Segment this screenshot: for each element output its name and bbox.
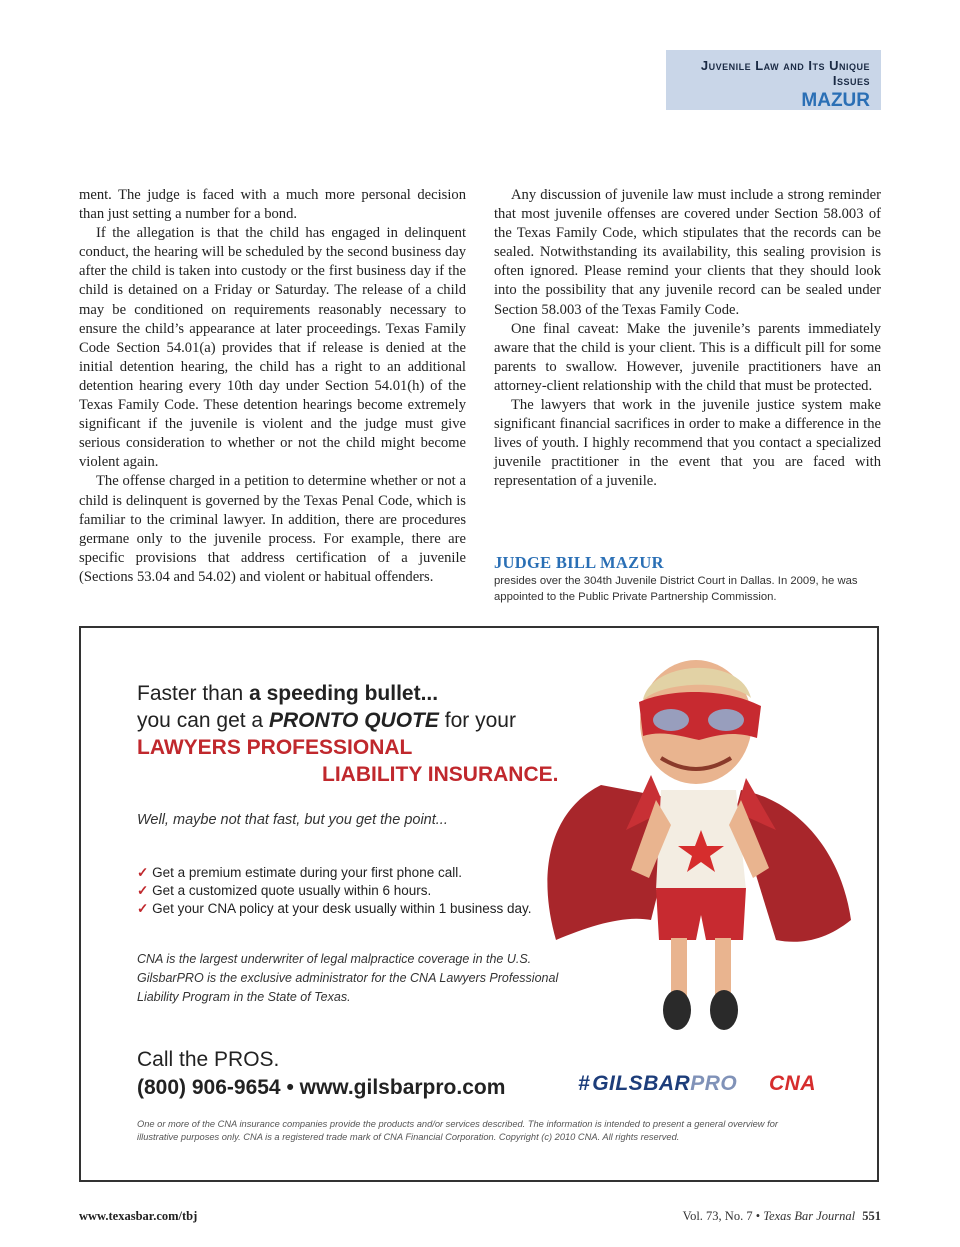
ad-headline-text: for your bbox=[438, 709, 516, 732]
insurance-advertisement bbox=[79, 626, 879, 1182]
checklist-item: ✓ Get your CNA policy at your desk usually within 1 business day. bbox=[137, 901, 532, 916]
ad-call-text: Call the PROS. bbox=[137, 1048, 280, 1071]
paragraph: The offense charged in a petition to determine whether or not a child is delinquent is governed by the Texas Penal Code, which is familiar to the criminal lawyer. In addition, there are procedures germane only to the juvenile process. For example, there are specific provisions that address certification of a juvenile (Sections 53.04 and 54.02) and violent or habitual offenders. bbox=[79, 473, 466, 585]
article-right-column bbox=[494, 186, 881, 492]
bio-name: JUDGE BILL MAZUR bbox=[494, 553, 664, 572]
footer-volume: Vol. 73, No. 7 bbox=[682, 1209, 753, 1223]
check-icon: ✓ bbox=[137, 901, 149, 916]
checklist-item: ✓ Get a customized quote usually within 6 hours. bbox=[137, 883, 432, 898]
ad-phone-url: (800) 906-9654 • www.gilsbarpro.com bbox=[137, 1076, 506, 1099]
paragraph: If the allegation is that the child has engaged in delinquent conduct, the hearing will be scheduled by the second business day after the child is taken into custody or the first business day if the child is detained on a Friday or Saturday. The release of a child may be conditioned on requirements reasonably necessary to ensure the child’s appearance at later proceedings. Texas Family Code Section 54.01(a) provides that if release is denied at the initial detention hearing, the child has a right to an additional detention hearing every 10th day under Section 54.01(h) of the Texas Family Code. These detention hearings become extremely significant if the juvenile is violent and the judge must give serious consideration to whether or not the child might become violent again. bbox=[79, 225, 466, 471]
article-left-column bbox=[79, 186, 466, 587]
ad-pronto-quote: PRONTO QUOTE bbox=[268, 709, 439, 732]
ad-fine-print: One or more of the CNA insurance companies provide the products and/or services described. The information is intended to present a general overview for illustrative purposes only. CNA is a registered trade mark of CNA Financial Corporation. Copyright (c) 2010 CNA. All rights reserved. bbox=[137, 1119, 778, 1142]
series-title: Juvenile Law and Its Unique Issues bbox=[700, 58, 870, 88]
check-icon: ✓ bbox=[137, 883, 149, 898]
superhero-kid-image bbox=[531, 640, 871, 1050]
ad-call-to-action bbox=[137, 1046, 505, 1102]
cna-logo: CNA bbox=[769, 1072, 816, 1095]
author-bio bbox=[494, 553, 882, 605]
ad-headline-text: you can get a bbox=[137, 709, 269, 732]
ad-headline-bold: a speeding bullet... bbox=[249, 682, 439, 705]
ad-headline-red: LIABILITY INSURANCE. bbox=[322, 763, 559, 786]
ad-checklist bbox=[137, 864, 532, 918]
bullet-separator: • bbox=[755, 1209, 761, 1223]
ad-description: CNA is the largest underwriter of legal malpractice coverage in the U.S. GilsbarPRO is the exclusive administrator for the CNA Lawyers Professional Liability Program in the State of Texas. bbox=[137, 952, 559, 1004]
footer-url: www.texasbar.com/tbj bbox=[79, 1209, 198, 1223]
series-header bbox=[666, 50, 881, 110]
footer-page-info bbox=[683, 1209, 881, 1224]
checklist-item: ✓ Get a premium estimate during your first phone call. bbox=[137, 865, 462, 880]
paragraph: One final caveat: Make the juvenile’s parents immediately aware that the child is your client. This is a difficult pill for some parents to swallow. However, juvenile practitioners have an attorney-client relationship with the child that must be protected. bbox=[494, 320, 881, 394]
ad-headline bbox=[137, 680, 558, 788]
page-number: 551 bbox=[862, 1209, 881, 1223]
paragraph: The lawyers that work in the juvenile justice system make significant financial sacrifices in order to make a difference in the lives of youth. I highly recommend that you contact a specialized juvenile practitioner in the event that you are faced with representation of a juvenile. bbox=[494, 397, 881, 490]
gilsbar-mark-icon: # bbox=[578, 1072, 591, 1095]
bio-text: presides over the 304th Juvenile District Court in Dallas. In 2009, he was appointed to the Public Private Partnership Commission. bbox=[494, 575, 858, 603]
ad-headline-text: Faster than bbox=[137, 682, 250, 705]
ad-headline-red: LAWYERS PROFESSIONAL bbox=[137, 736, 413, 759]
header-author: MAZUR bbox=[801, 90, 870, 111]
gilsbarpro-logo: #GILSBARPRO bbox=[578, 1072, 738, 1095]
paragraph: Any discussion of juvenile law must include a strong reminder that most juvenile offenses are covered under Section 58.003 of the Texas Family Code, which stipulates that the records can be sealed. Notwithstanding its availability, this sealing provision is often ignored. Please remind your clients that they should look into the possibility that any juvenile record can be sealed under Section 58.003 of the Texas Family Code. bbox=[494, 187, 881, 318]
paragraph: ment. The judge is faced with a much more personal decision than just setting a number for a bond. bbox=[79, 187, 466, 223]
footer-journal: Texas Bar Journal bbox=[763, 1209, 856, 1223]
ad-subhead: Well, maybe not that fast, but you get the point... bbox=[137, 812, 448, 828]
check-icon: ✓ bbox=[137, 865, 149, 880]
